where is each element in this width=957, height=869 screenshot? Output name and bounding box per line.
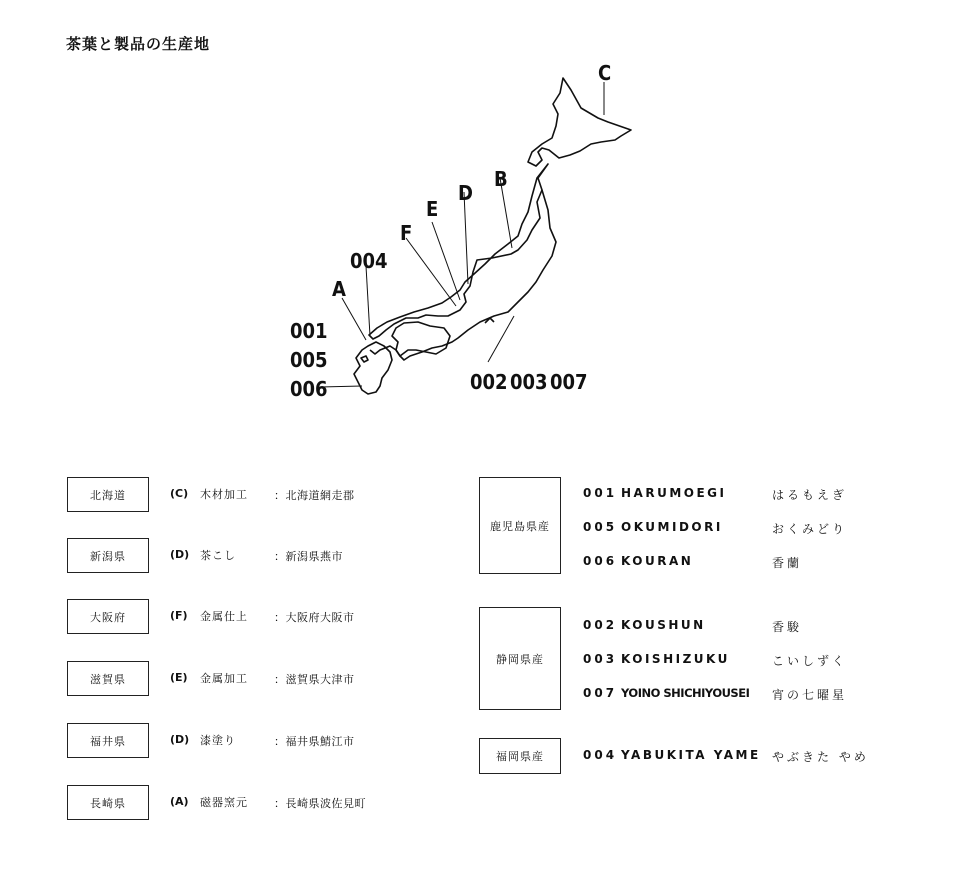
location: ：新潟県燕市	[274, 550, 343, 563]
map-label-007: 007	[550, 370, 588, 394]
prefecture-box: 滋賀県	[67, 661, 149, 696]
location: ：長崎県波佐見町	[274, 797, 366, 810]
variety-number: 001	[583, 486, 618, 500]
map-label-f: F	[400, 221, 413, 245]
tea-variety	[583, 686, 923, 706]
tea-origin-box: 福岡県産	[479, 738, 561, 774]
prefecture-box: 福井県	[67, 723, 149, 758]
variety-name: KOISHIZUKU	[621, 652, 730, 666]
japan-map	[280, 60, 650, 410]
map-label-002: 002	[470, 370, 508, 394]
variety-kana: やぶきた やめ	[772, 750, 869, 764]
variety-name: YABUKITA YAME	[621, 748, 761, 762]
prefecture-row	[67, 477, 467, 513]
product-type: 木材加工	[200, 488, 248, 501]
variety-kana: 香駿	[772, 620, 803, 634]
map-code: (A)	[170, 795, 189, 808]
tea-variety	[583, 520, 923, 540]
map-label-006: 006	[290, 377, 328, 401]
variety-number: 006	[583, 554, 618, 568]
prefecture-row	[67, 538, 467, 574]
location: ：大阪府大阪市	[274, 611, 355, 624]
prefecture-box: 新潟県	[67, 538, 149, 573]
variety-kana: 香蘭	[772, 556, 803, 570]
prefecture-row	[67, 785, 467, 821]
variety-kana: こいしずく	[772, 654, 848, 668]
variety-name: YOINO SHICHIYOUSEI	[621, 686, 750, 700]
prefecture-box: 北海道	[67, 477, 149, 512]
hokkaido-shape	[528, 78, 631, 166]
variety-number: 002	[583, 618, 618, 632]
map-label-005: 005	[290, 348, 328, 372]
variety-name: KOUSHUN	[621, 618, 706, 632]
prefecture-row	[67, 599, 467, 635]
variety-name: OKUMIDORI	[621, 520, 723, 534]
variety-number: 007	[583, 686, 618, 700]
map-label-d: D	[458, 181, 473, 205]
map-label-e: E	[426, 197, 439, 221]
prefecture-box: 長崎県	[67, 785, 149, 820]
tea-variety	[583, 554, 923, 574]
tea-variety	[583, 652, 923, 672]
tea-variety	[583, 618, 923, 638]
product-type: 金属仕上	[200, 610, 248, 623]
prefecture-row	[67, 661, 467, 697]
variety-name: KOURAN	[621, 554, 694, 568]
tea-variety	[583, 748, 923, 768]
map-code: (C)	[170, 487, 189, 500]
map-code: (D)	[170, 548, 190, 561]
map-label-004: 004	[350, 249, 388, 273]
map-code: (F)	[170, 609, 188, 622]
tea-origin-box: 鹿児島県産	[479, 477, 561, 574]
location: ：福井県鯖江市	[274, 735, 355, 748]
map-code: (D)	[170, 733, 190, 746]
map-label-a: A	[332, 277, 346, 301]
tea-variety	[583, 486, 923, 506]
product-type: 磁器窯元	[200, 796, 248, 809]
variety-kana: 宵の七曜星	[772, 688, 848, 702]
variety-number: 004	[583, 748, 618, 762]
product-type: 漆塗り	[200, 734, 236, 747]
variety-number: 003	[583, 652, 618, 666]
map-label-c: C	[598, 61, 612, 85]
shikoku-shape	[392, 322, 450, 356]
location: ：北海道網走郡	[274, 489, 355, 502]
page-title: 茶葉と製品の生産地	[66, 35, 211, 53]
map-label-001: 001	[290, 319, 328, 343]
prefecture-box: 大阪府	[67, 599, 149, 634]
tea-origin-box: 静岡県産	[479, 607, 561, 710]
variety-kana: おくみどり	[772, 522, 848, 536]
product-type: 金属加工	[200, 672, 248, 685]
variety-kana: はるもえぎ	[772, 488, 848, 502]
variety-number: 005	[583, 520, 618, 534]
product-type: 茶こし	[200, 549, 236, 562]
prefecture-row	[67, 723, 467, 759]
map-code: (E)	[170, 671, 188, 684]
variety-name: HARUMOEGI	[621, 486, 727, 500]
location: ：滋賀県大津市	[274, 673, 355, 686]
map-label-003: 003	[510, 370, 548, 394]
map-label-b: B	[494, 167, 508, 191]
